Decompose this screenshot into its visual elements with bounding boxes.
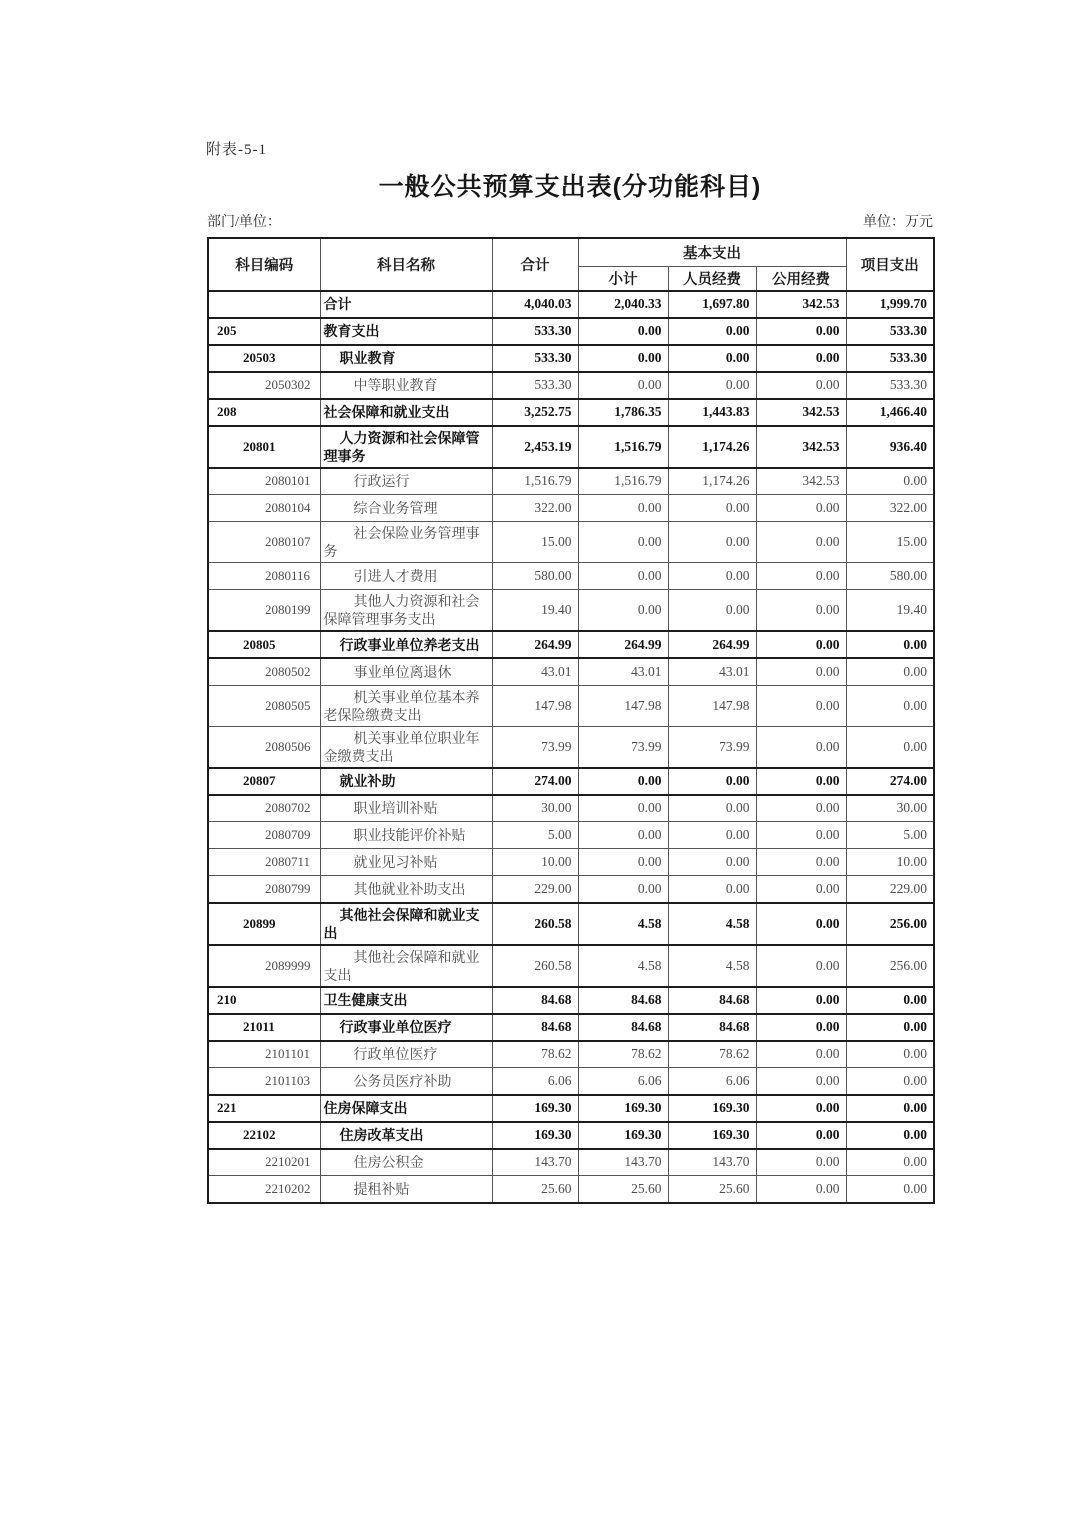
public-funds-cell: 0.00 [756, 563, 846, 590]
subject-code-cell: 20807 [208, 768, 320, 795]
subject-name-cell: 中等职业教育 [320, 372, 492, 399]
subject-name-cell: 其他社会保障和就业支出 [320, 945, 492, 987]
subtotal-cell: 0.00 [578, 849, 668, 876]
subtotal-cell: 84.68 [578, 987, 668, 1014]
personnel-funds-cell: 0.00 [668, 822, 756, 849]
subtotal-cell: 4.58 [578, 945, 668, 987]
subtotal-cell: 0.00 [578, 495, 668, 522]
col-header-total: 合计 [492, 238, 578, 291]
table-row [208, 522, 934, 563]
subtotal-cell: 0.00 [578, 876, 668, 903]
personnel-funds-cell: 25.60 [668, 1176, 756, 1203]
project-expenditure-cell: 5.00 [846, 822, 934, 849]
table-row [208, 372, 934, 399]
subject-code-cell: 205 [208, 318, 320, 345]
budget-table [207, 237, 935, 1204]
total-cell: 229.00 [492, 876, 578, 903]
personnel-funds-cell: 169.30 [668, 1095, 756, 1122]
subject-name-cell: 其他人力资源和社会保障管理事务支出 [320, 590, 492, 632]
department-unit-label: 部门/单位： [207, 215, 281, 230]
subject-code-cell: 2089999 [208, 945, 320, 987]
table-row [208, 987, 934, 1014]
total-cell: 30.00 [492, 795, 578, 822]
public-funds-cell: 0.00 [756, 945, 846, 987]
project-expenditure-cell: 256.00 [846, 945, 934, 987]
table-row [208, 426, 934, 468]
table-row [208, 945, 934, 987]
personnel-funds-cell: 73.99 [668, 726, 756, 768]
public-funds-cell: 0.00 [756, 987, 846, 1014]
subject-code-cell: 2080505 [208, 685, 320, 726]
subtotal-cell: 0.00 [578, 822, 668, 849]
project-expenditure-cell: 0.00 [846, 468, 934, 495]
personnel-funds-cell: 6.06 [668, 1068, 756, 1095]
subject-name-cell: 事业单位离退休 [320, 658, 492, 685]
subtotal-cell: 0.00 [578, 768, 668, 795]
total-cell: 84.68 [492, 987, 578, 1014]
subject-code-cell: 2080502 [208, 658, 320, 685]
subject-code-cell: 2080116 [208, 563, 320, 590]
subtotal-cell: 73.99 [578, 726, 668, 768]
personnel-funds-cell: 0.00 [668, 768, 756, 795]
subject-code-cell: 2080702 [208, 795, 320, 822]
subject-name-cell: 提租补贴 [320, 1176, 492, 1203]
total-cell: 15.00 [492, 522, 578, 563]
total-cell: 43.01 [492, 658, 578, 685]
public-funds-cell: 0.00 [756, 631, 846, 658]
table-row [208, 590, 934, 632]
col-header-subtotal: 小计 [578, 266, 668, 291]
project-expenditure-cell: 580.00 [846, 563, 934, 590]
total-cell: 73.99 [492, 726, 578, 768]
public-funds-cell: 0.00 [756, 522, 846, 563]
table-header [208, 238, 934, 291]
total-cell: 6.06 [492, 1068, 578, 1095]
subject-name-cell: 行政单位医疗 [320, 1041, 492, 1068]
subject-name-cell: 职业教育 [320, 345, 492, 372]
total-cell: 84.68 [492, 1014, 578, 1041]
subject-code-cell: 2210202 [208, 1176, 320, 1203]
subtotal-cell: 2,040.33 [578, 291, 668, 318]
subject-code-cell: 21011 [208, 1014, 320, 1041]
subtotal-cell: 1,786.35 [578, 399, 668, 426]
personnel-funds-cell: 84.68 [668, 987, 756, 1014]
subject-name-cell: 职业技能评价补贴 [320, 822, 492, 849]
subject-code-cell: 2080711 [208, 849, 320, 876]
table-row [208, 768, 934, 795]
subject-code-cell: 2080104 [208, 495, 320, 522]
public-funds-cell: 0.00 [756, 1122, 846, 1149]
total-cell: 169.30 [492, 1122, 578, 1149]
personnel-funds-cell: 4.58 [668, 903, 756, 945]
subject-code-cell: 2210201 [208, 1149, 320, 1176]
table-row [208, 318, 934, 345]
personnel-funds-cell: 169.30 [668, 1122, 756, 1149]
project-expenditure-cell: 0.00 [846, 726, 934, 768]
table-row [208, 726, 934, 768]
total-cell: 580.00 [492, 563, 578, 590]
subtotal-cell: 0.00 [578, 563, 668, 590]
project-expenditure-cell: 0.00 [846, 1122, 934, 1149]
subject-code-cell: 2080709 [208, 822, 320, 849]
subject-name-cell: 教育支出 [320, 318, 492, 345]
total-cell: 5.00 [492, 822, 578, 849]
public-funds-cell: 342.53 [756, 468, 846, 495]
table-row [208, 1014, 934, 1041]
public-funds-cell: 0.00 [756, 685, 846, 726]
subject-name-cell: 职业培训补贴 [320, 795, 492, 822]
table-row [208, 1041, 934, 1068]
personnel-funds-cell: 143.70 [668, 1149, 756, 1176]
subject-name-cell: 就业补助 [320, 768, 492, 795]
project-expenditure-cell: 0.00 [846, 1068, 934, 1095]
table-row [208, 658, 934, 685]
subject-code-cell: 2050302 [208, 372, 320, 399]
table-row [208, 495, 934, 522]
subject-code-cell: 210 [208, 987, 320, 1014]
subtotal-cell: 0.00 [578, 318, 668, 345]
subject-name-cell: 社会保障和就业支出 [320, 399, 492, 426]
subject-code-cell: 2080506 [208, 726, 320, 768]
table-row [208, 468, 934, 495]
total-cell: 143.70 [492, 1149, 578, 1176]
subject-name-cell: 机关事业单位基本养老保险缴费支出 [320, 685, 492, 726]
public-funds-cell: 0.00 [756, 822, 846, 849]
project-expenditure-cell: 0.00 [846, 987, 934, 1014]
table-row [208, 876, 934, 903]
subject-name-cell: 机关事业单位职业年金缴费支出 [320, 726, 492, 768]
col-header-project-expenditure: 项目支出 [846, 238, 934, 291]
public-funds-cell: 0.00 [756, 1176, 846, 1203]
table-row [208, 291, 934, 318]
project-expenditure-cell: 0.00 [846, 1014, 934, 1041]
subject-code-cell: 22102 [208, 1122, 320, 1149]
unit-of-measure-label: 单位：万元 [863, 215, 933, 230]
total-cell: 274.00 [492, 768, 578, 795]
table-row [208, 563, 934, 590]
table-row [208, 399, 934, 426]
project-expenditure-cell: 0.00 [846, 1041, 934, 1068]
personnel-funds-cell: 4.58 [668, 945, 756, 987]
subject-name-cell: 其他就业补助支出 [320, 876, 492, 903]
subtotal-cell: 0.00 [578, 590, 668, 632]
public-funds-cell: 0.00 [756, 658, 846, 685]
personnel-funds-cell: 0.00 [668, 522, 756, 563]
subject-name-cell: 人力资源和社会保障管理事务 [320, 426, 492, 468]
subject-code-cell: 2080799 [208, 876, 320, 903]
public-funds-cell: 0.00 [756, 1041, 846, 1068]
total-cell: 533.30 [492, 372, 578, 399]
subtotal-cell: 169.30 [578, 1122, 668, 1149]
total-cell: 25.60 [492, 1176, 578, 1203]
table-row [208, 1122, 934, 1149]
meta-row [207, 211, 933, 231]
project-expenditure-cell: 256.00 [846, 903, 934, 945]
public-funds-cell: 0.00 [756, 318, 846, 345]
project-expenditure-cell: 0.00 [846, 1149, 934, 1176]
table-row [208, 1149, 934, 1176]
project-expenditure-cell: 0.00 [846, 658, 934, 685]
public-funds-cell: 0.00 [756, 726, 846, 768]
subject-name-cell: 就业见习补贴 [320, 849, 492, 876]
project-expenditure-cell: 15.00 [846, 522, 934, 563]
table-body [208, 291, 934, 1203]
table-row [208, 1068, 934, 1095]
public-funds-cell: 0.00 [756, 903, 846, 945]
project-expenditure-cell: 0.00 [846, 1095, 934, 1122]
project-expenditure-cell: 1,466.40 [846, 399, 934, 426]
personnel-funds-cell: 1,174.26 [668, 426, 756, 468]
personnel-funds-cell: 78.62 [668, 1041, 756, 1068]
total-cell: 260.58 [492, 945, 578, 987]
personnel-funds-cell: 264.99 [668, 631, 756, 658]
subject-name-cell: 行政事业单位养老支出 [320, 631, 492, 658]
table-row [208, 345, 934, 372]
project-expenditure-cell: 936.40 [846, 426, 934, 468]
project-expenditure-cell: 533.30 [846, 372, 934, 399]
subject-code-cell: 20503 [208, 345, 320, 372]
public-funds-cell: 0.00 [756, 1014, 846, 1041]
public-funds-cell: 0.00 [756, 372, 846, 399]
subject-code-cell: 208 [208, 399, 320, 426]
col-header-subject-code: 科目编码 [208, 238, 320, 291]
subject-name-cell: 社会保险业务管理事务 [320, 522, 492, 563]
subject-code-cell [208, 291, 320, 318]
subject-name-cell: 住房保障支出 [320, 1095, 492, 1122]
total-cell: 4,040.03 [492, 291, 578, 318]
subject-code-cell: 2101103 [208, 1068, 320, 1095]
subtotal-cell: 25.60 [578, 1176, 668, 1203]
table-row [208, 631, 934, 658]
public-funds-cell: 342.53 [756, 426, 846, 468]
subtotal-cell: 0.00 [578, 372, 668, 399]
col-header-basic-expenditure: 基本支出 [578, 238, 846, 266]
subtotal-cell: 43.01 [578, 658, 668, 685]
project-expenditure-cell: 30.00 [846, 795, 934, 822]
public-funds-cell: 0.00 [756, 795, 846, 822]
table-row [208, 903, 934, 945]
project-expenditure-cell: 10.00 [846, 849, 934, 876]
public-funds-cell: 0.00 [756, 876, 846, 903]
total-cell: 1,516.79 [492, 468, 578, 495]
total-cell: 533.30 [492, 345, 578, 372]
subject-name-cell: 合计 [320, 291, 492, 318]
subject-name-cell: 行政事业单位医疗 [320, 1014, 492, 1041]
subject-code-cell: 20899 [208, 903, 320, 945]
personnel-funds-cell: 1,443.83 [668, 399, 756, 426]
table-row [208, 822, 934, 849]
personnel-funds-cell: 43.01 [668, 658, 756, 685]
subject-name-cell: 行政运行 [320, 468, 492, 495]
subtotal-cell: 143.70 [578, 1149, 668, 1176]
personnel-funds-cell: 84.68 [668, 1014, 756, 1041]
subject-code-cell: 20801 [208, 426, 320, 468]
subject-code-cell: 2080101 [208, 468, 320, 495]
subject-name-cell: 综合业务管理 [320, 495, 492, 522]
total-cell: 19.40 [492, 590, 578, 632]
page-title: 一般公共预算支出表(分功能科目) [378, 173, 762, 201]
public-funds-cell: 342.53 [756, 291, 846, 318]
subtotal-cell: 1,516.79 [578, 468, 668, 495]
public-funds-cell: 342.53 [756, 399, 846, 426]
total-cell: 78.62 [492, 1041, 578, 1068]
table-row [208, 849, 934, 876]
personnel-funds-cell: 0.00 [668, 345, 756, 372]
subject-name-cell: 住房公积金 [320, 1149, 492, 1176]
subtotal-cell: 264.99 [578, 631, 668, 658]
col-header-subject-name: 科目名称 [320, 238, 492, 291]
subject-name-cell: 引进人才费用 [320, 563, 492, 590]
subject-name-cell: 住房改革支出 [320, 1122, 492, 1149]
subtotal-cell: 78.62 [578, 1041, 668, 1068]
project-expenditure-cell: 229.00 [846, 876, 934, 903]
personnel-funds-cell: 0.00 [668, 590, 756, 632]
subject-name-cell: 卫生健康支出 [320, 987, 492, 1014]
personnel-funds-cell: 0.00 [668, 876, 756, 903]
personnel-funds-cell: 0.00 [668, 495, 756, 522]
personnel-funds-cell: 0.00 [668, 795, 756, 822]
public-funds-cell: 0.00 [756, 590, 846, 632]
public-funds-cell: 0.00 [756, 345, 846, 372]
public-funds-cell: 0.00 [756, 768, 846, 795]
subtotal-cell: 6.06 [578, 1068, 668, 1095]
project-expenditure-cell: 0.00 [846, 685, 934, 726]
table-row [208, 795, 934, 822]
personnel-funds-cell: 1,697.80 [668, 291, 756, 318]
total-cell: 533.30 [492, 318, 578, 345]
subject-code-cell: 221 [208, 1095, 320, 1122]
personnel-funds-cell: 0.00 [668, 318, 756, 345]
total-cell: 2,453.19 [492, 426, 578, 468]
personnel-funds-cell: 0.00 [668, 849, 756, 876]
subtotal-cell: 0.00 [578, 795, 668, 822]
subtotal-cell: 1,516.79 [578, 426, 668, 468]
public-funds-cell: 0.00 [756, 1149, 846, 1176]
project-expenditure-cell: 533.30 [846, 345, 934, 372]
subject-code-cell: 2080199 [208, 590, 320, 632]
public-funds-cell: 0.00 [756, 495, 846, 522]
personnel-funds-cell: 0.00 [668, 563, 756, 590]
col-header-personnel-funds: 人员经费 [668, 266, 756, 291]
project-expenditure-cell: 19.40 [846, 590, 934, 632]
table-row [208, 685, 934, 726]
subtotal-cell: 84.68 [578, 1014, 668, 1041]
subtotal-cell: 4.58 [578, 903, 668, 945]
total-cell: 260.58 [492, 903, 578, 945]
table-row [208, 1095, 934, 1122]
subject-code-cell: 2101101 [208, 1041, 320, 1068]
subject-name-cell: 其他社会保障和就业支出 [320, 903, 492, 945]
public-funds-cell: 0.00 [756, 1068, 846, 1095]
total-cell: 264.99 [492, 631, 578, 658]
total-cell: 3,252.75 [492, 399, 578, 426]
project-expenditure-cell: 1,999.70 [846, 291, 934, 318]
personnel-funds-cell: 147.98 [668, 685, 756, 726]
project-expenditure-cell: 322.00 [846, 495, 934, 522]
personnel-funds-cell: 1,174.26 [668, 468, 756, 495]
total-cell: 322.00 [492, 495, 578, 522]
table-row [208, 1176, 934, 1203]
subtotal-cell: 169.30 [578, 1095, 668, 1122]
col-header-public-funds: 公用经费 [756, 266, 846, 291]
subject-code-cell: 2080107 [208, 522, 320, 563]
appendix-label: 附表-5-1 [206, 142, 267, 158]
subtotal-cell: 147.98 [578, 685, 668, 726]
subject-code-cell: 20805 [208, 631, 320, 658]
subtotal-cell: 0.00 [578, 522, 668, 563]
project-expenditure-cell: 0.00 [846, 631, 934, 658]
total-cell: 10.00 [492, 849, 578, 876]
total-cell: 169.30 [492, 1095, 578, 1122]
personnel-funds-cell: 0.00 [668, 372, 756, 399]
total-cell: 147.98 [492, 685, 578, 726]
public-funds-cell: 0.00 [756, 849, 846, 876]
subject-name-cell: 公务员医疗补助 [320, 1068, 492, 1095]
subtotal-cell: 0.00 [578, 345, 668, 372]
public-funds-cell: 0.00 [756, 1095, 846, 1122]
project-expenditure-cell: 274.00 [846, 768, 934, 795]
project-expenditure-cell: 533.30 [846, 318, 934, 345]
project-expenditure-cell: 0.00 [846, 1176, 934, 1203]
